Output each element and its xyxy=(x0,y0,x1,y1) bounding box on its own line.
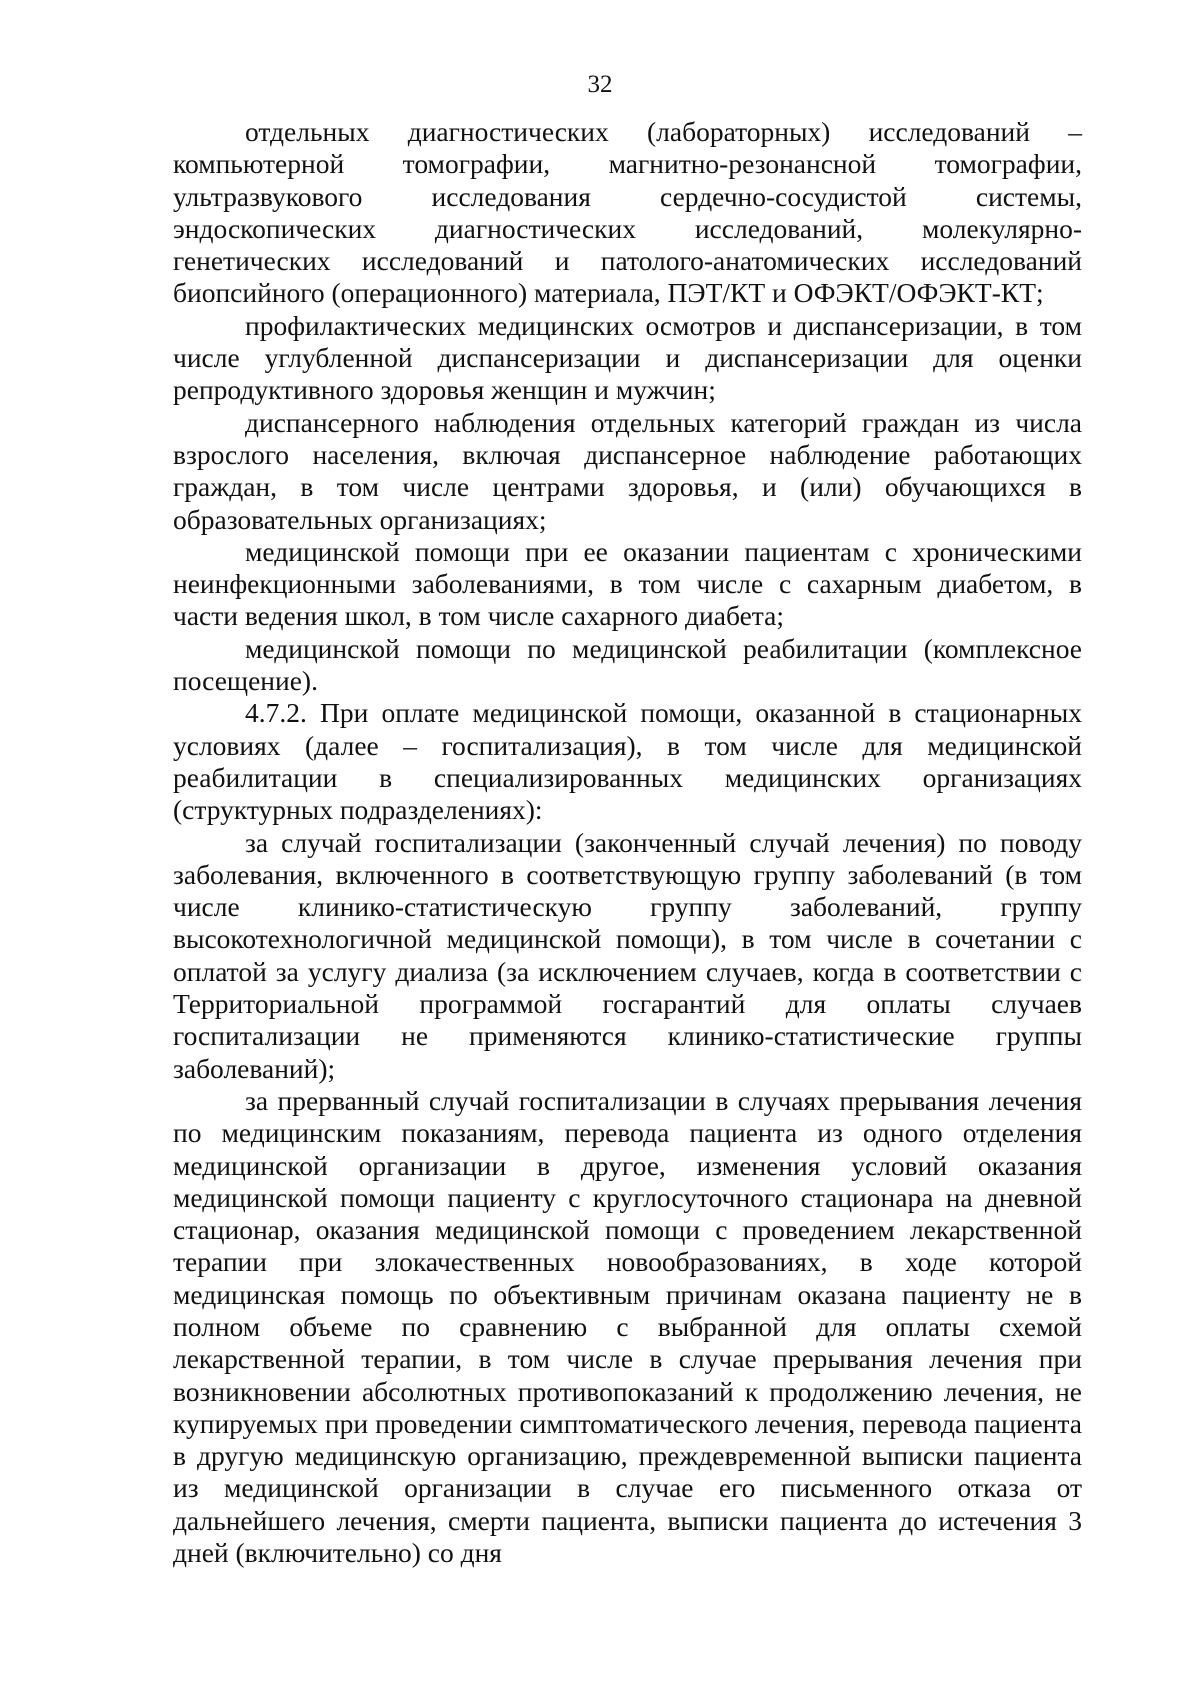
paragraph-5: медицинской помощи по медицинской реабилитации (комплексное посещение). xyxy=(173,632,1082,697)
paragraph-8: за прерванный случай госпитализации в случаях прерывания лечения по медицинским показаниям, перевода пациента из одного отделения медицинской организации в другое, изменения условий оказания медицинской помощи пациенту с круглосуточного стационара на дневной стационар, оказания медицинской помощи с проведением лекарственной терапии при злокачественных новообразованиях, в ходе которой медицинская помощь по объективным причинам оказана пациенту не в полном объеме по сравнению с выбранной для оплаты схемой лекарственной терапии, в том числе в случае прерывания лечения при возникновении абсолютных противопоказаний к продолжению лечения, не купируемых при проведении симптоматического лечения, перевода пациента в другую медицинскую организацию, преждевременной выписки пациента из медицинской организации в случае его письменного отказа от дальнейшего лечения, смерти пациента, выписки пациента до истечения 3 дней (включительно) со дня xyxy=(173,1084,1082,1569)
paragraph-6: 4.7.2. При оплате медицинской помощи, оказанной в стационарных условиях (далее – госпитализация), в том числе для медицинской реабилитации в специализированных медицинских организациях (структурных подразделениях): xyxy=(173,697,1082,826)
page-number: 32 xyxy=(587,71,613,98)
paragraph-4: медицинской помощи при ее оказании пациентам с хроническими неинфекционными заболеваниями, в том числе с сахарным диабетом, в части ведения школ, в том числе сахарного диабета; xyxy=(173,535,1082,632)
paragraph-1: отдельных диагностических (лабораторных) исследований – компьютерной томографии, магнитно-резонансной томографии, ультразвукового исследования сердечно-сосудистой системы, эндоскопических диагностических исследований, молекулярно-генетических исследований и патолого-анатомических исследований биопсийного (операционного) материала, ПЭТ/КТ и ОФЭКТ/ОФЭКТ-КТ; xyxy=(173,116,1082,309)
paragraph-3: диспансерного наблюдения отдельных категорий граждан из числа взрослого населения, включая диспансерное наблюдение работающих граждан, в том числе центрами здоровья, и (или) обучающихся в образовательных организациях; xyxy=(173,406,1082,535)
paragraph-2: профилактических медицинских осмотров и диспансеризации, в том числе углубленной диспансеризации и диспансеризации для оценки репродуктивного здоровья женщин и мужчин; xyxy=(173,309,1082,406)
document-body xyxy=(173,116,1082,1569)
paragraph-7: за случай госпитализации (законченный случай лечения) по поводу заболевания, включенного в соответствующую группу заболеваний (в том числе клинико-статистическую группу заболеваний, группу высокотехнологичной медицинской помощи), в том числе в сочетании с оплатой за услугу диализа (за исключением случаев, когда в соответствии с Территориальной программой госгарантий для оплаты случаев госпитализации не применяются клинико-статистические группы заболеваний); xyxy=(173,826,1082,1084)
